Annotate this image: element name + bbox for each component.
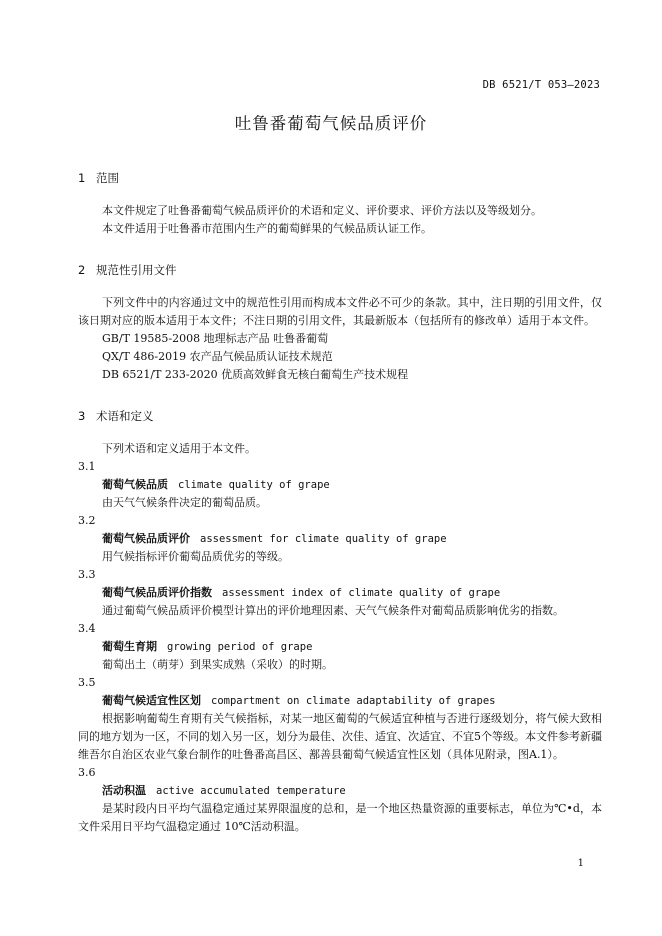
term-name-zh: 葡萄气候适宜性区划 xyxy=(102,694,201,707)
section-3-heading xyxy=(78,406,602,426)
reference-item: QX/T 486-2019 农产品气候品质认证技术规范 xyxy=(102,350,333,363)
term-definition: 用气候指标评价葡萄品质优劣的等级。 xyxy=(102,550,289,563)
term-number: 3.2 xyxy=(78,514,96,527)
term-name-zh: 葡萄生育期 xyxy=(102,640,157,653)
section-title: 范围 xyxy=(96,171,119,185)
term-definition: 是某时段内日平均气温稳定通过某界限温度的总和，是一个地区热量资源的重要标志，单位为℃•d，本文件采用日平均气温稳定通过 10℃活动积温。 xyxy=(78,802,602,833)
term-heading xyxy=(78,782,602,800)
document-body xyxy=(78,168,602,836)
term-definition: 通过葡萄气候品质评价模型计算出的评价地理因素、天气气候条件对葡萄品质影响优劣的指数。 xyxy=(102,604,564,617)
page-number: 1 xyxy=(577,858,584,869)
term-name-en: assessment for climate quality of grape xyxy=(200,533,447,545)
section-number: 1 xyxy=(78,171,86,185)
term-name-en: growing period of grape xyxy=(167,641,313,653)
reference-item: GB/T 19585-2008 地理标志产品 吐鲁番葡萄 xyxy=(102,332,329,345)
term-definition: 葡萄出土（萌芽）到果实成熟（采收）的时期。 xyxy=(102,658,333,671)
paragraph: 下列文件中的内容通过文中的规范性引用而构成本文件必不可少的条款。其中，注日期的引用文件，仅该日期对应的版本适用于本文件；不注日期的引用文件，其最新版本（包括所有的修改单）适用于本文件。 xyxy=(78,296,602,327)
paragraph: 下列术语和定义适用于本文件。 xyxy=(102,442,256,455)
section-number: 3 xyxy=(78,409,86,423)
term-name-zh: 葡萄气候品质评价指数 xyxy=(102,586,212,599)
paragraph: 本文件适用于吐鲁番市范围内生产的葡萄鲜果的气候品质认证工作。 xyxy=(102,222,432,235)
term-name-zh: 葡萄气候品质评价 xyxy=(102,532,190,545)
section-2-heading xyxy=(78,260,602,280)
term-name-zh: 葡萄气候品质 xyxy=(102,478,168,491)
term-number: 3.6 xyxy=(78,766,96,779)
section-title: 术语和定义 xyxy=(96,409,154,423)
term-name-en: climate quality of grape xyxy=(178,479,330,491)
term-number: 3.4 xyxy=(78,622,96,635)
term-definition: 由天气气候条件决定的葡萄品质。 xyxy=(102,496,267,509)
term-name-en: active accumulated temperature xyxy=(156,785,346,797)
term-number: 3.3 xyxy=(78,568,96,581)
term-heading xyxy=(78,638,602,656)
term-definition: 根据影响葡萄生育期有关气候指标，对某一地区葡萄的气候适宜种植与否进行逐级划分，将气候大致相同的地方划为一区，不同的划入另一区，划分为最佳、次佳、适宜、次适宜、不宜5个等级。本文件参考新疆维吾尔自治区农业气象台制作的吐鲁番高昌区、鄯善县葡萄气候适宜性区划（具体见附录，图A.1）。 xyxy=(78,712,602,761)
document-title: 吐鲁番葡萄气候品质评价 xyxy=(234,114,428,133)
term-heading xyxy=(78,584,602,602)
section-number: 2 xyxy=(78,263,86,277)
term-name-en: assessment index of climate quality of grape xyxy=(222,587,501,599)
term-heading xyxy=(78,476,602,494)
term-heading xyxy=(78,692,602,710)
section-title: 规范性引用文件 xyxy=(96,263,177,277)
section-1-heading xyxy=(78,168,602,188)
paragraph: 本文件规定了吐鲁番葡萄气候品质评价的术语和定义、评价要求、评价方法以及等级划分。 xyxy=(102,204,542,217)
term-name-en: compartment on climate adaptability of grapes xyxy=(211,695,496,707)
term-number: 3.1 xyxy=(78,460,96,473)
term-name-zh: 活动积温 xyxy=(102,784,146,797)
term-number: 3.5 xyxy=(78,676,96,689)
reference-item: DB 6521/T 233-2020 优质高效鲜食无核白葡萄生产技术规程 xyxy=(102,368,409,381)
term-heading xyxy=(78,530,602,548)
document-code: DB 6521/T 053—2023 xyxy=(482,79,600,91)
